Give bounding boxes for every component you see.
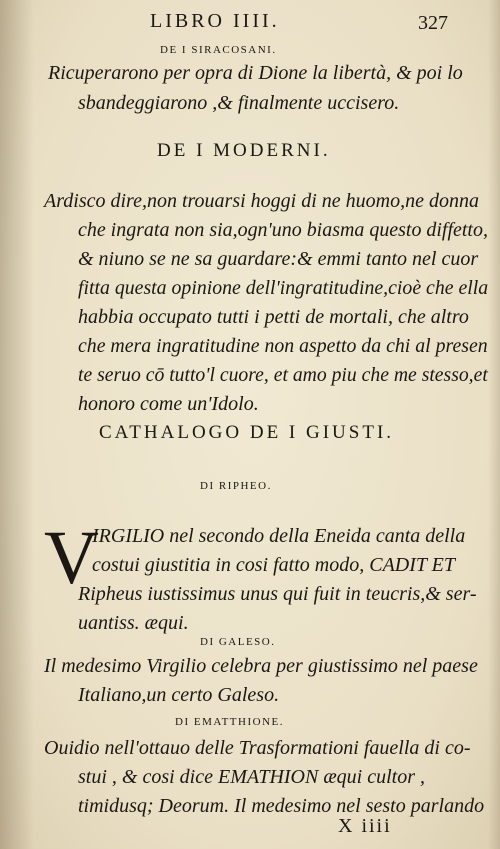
section-title-moderni: DE I MODERNI. (157, 140, 331, 161)
text-line: timidusq; Deorum. Il medesimo nel sesto parlando (78, 795, 485, 817)
drop-cap: V (44, 516, 99, 600)
section-title-giusti: CATHALOGO DE I GIUSTI. (99, 422, 395, 443)
text-line: Ricuperarono per opra di Dione la libertà, & poi lo (48, 62, 463, 84)
text-line: fitta questa opinione dell'ingratitudine,cioè che ella (78, 277, 489, 299)
running-title: LIBRO IIII. (150, 10, 280, 32)
section-title-siracosani: DE I SIRACOSANI. (160, 44, 277, 56)
subsection-title-galeso: DI GALESO. (200, 636, 276, 648)
text-line: IRGILIO nel secondo della Eneida canta della (92, 525, 466, 547)
text-line: te seruo cō tutto'l cuore, et amo piu che me stesso,et (78, 364, 488, 386)
text-line: Ardisco dire,non trouarsi hoggi di ne huomo,ne donna (44, 190, 479, 212)
subsection-title-ripheo: DI RIPHEO. (200, 480, 272, 492)
text-line: Ripheus iustissimus unus qui fuit in teucris,& ser- (78, 583, 477, 605)
text-line: honoro come un'Idolo. (78, 393, 259, 415)
text-line: che ingrata non sia,ogn'uno biasma questo diffetto, (78, 219, 488, 241)
text-line: costui giustitia in cosi fatto modo, CADIT ET (92, 554, 455, 576)
text-line: Italiano,un certo Galeso. (78, 684, 280, 706)
text-line: sbandeggiarono ,& finalmente uccisero. (78, 92, 400, 114)
subsection-title-emathione: DI EMATTHIONE. (175, 716, 284, 728)
text-line: habbia occupato tutti i petti de mortali, che altro (78, 306, 469, 328)
signature-mark: X iiii (338, 815, 392, 837)
text-line: & niuno se ne sa guardare:& emmi tanto nel cuor (78, 248, 479, 270)
gutter-shadow (0, 0, 34, 849)
text-line: stui , & cosi dice EMATHION æqui cultor , (78, 766, 426, 788)
text-line: Il medesimo Virgilio celebra per giustissimo nel paese (44, 655, 478, 677)
page-edge (488, 0, 500, 849)
text-line: uantiss. æqui. (78, 612, 189, 634)
text-line: che mera ingratitudine non aspetto da chi al presen (78, 335, 488, 357)
page-number: 327 (418, 12, 448, 34)
text-line: Ouidio nell'ottauo delle Trasformationi fauella di co- (44, 737, 471, 759)
